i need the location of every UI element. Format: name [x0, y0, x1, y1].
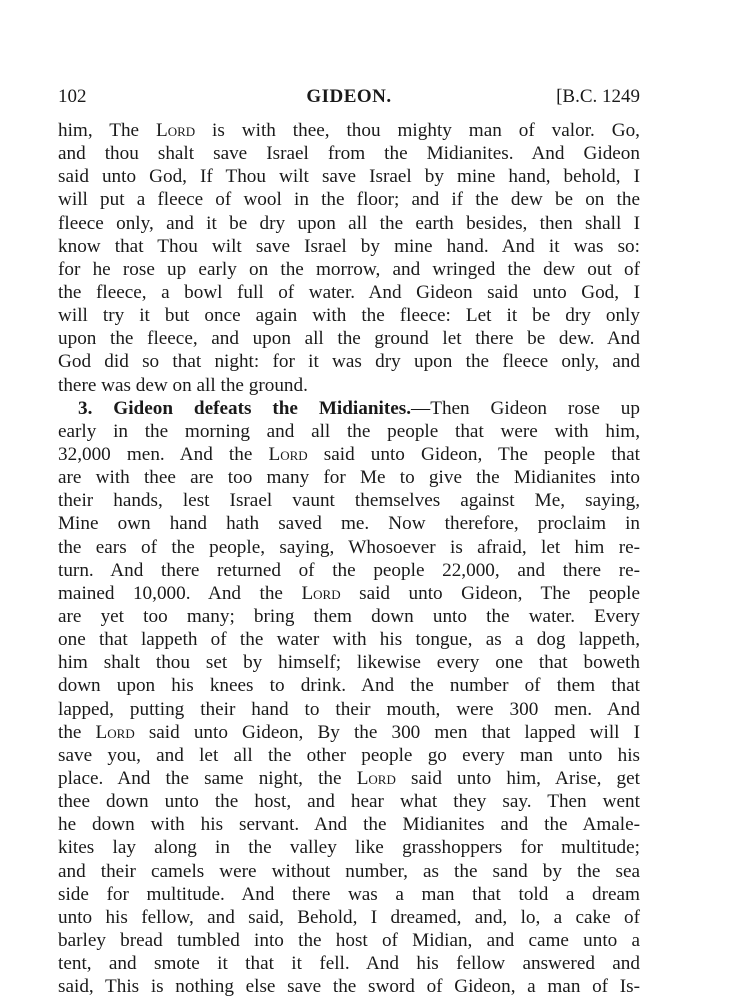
- text-line: said, This is nothing else save the sword of Gideon, a man of Is-: [58, 976, 640, 998]
- text-line: tent, and smote it that it fell. And his fellow answered and: [58, 953, 640, 975]
- date-reference: [B.C. 1249: [556, 86, 640, 107]
- text-line: barley bread tumbled into the host of Midian, and came unto a: [58, 929, 640, 951]
- text-line: their hands, lest Israel vaunt themselves against Me, saying,: [58, 490, 640, 512]
- text-line: thee down unto the host, and hear what they say. Then went: [58, 791, 640, 813]
- text-line: side for multitude. And there was a man that told a dream: [58, 883, 640, 905]
- text-line: kites lay along in the valley like grasshoppers for multitude;: [58, 837, 640, 859]
- text-line: place. And the same night, the Lord said unto him, Arise, get: [58, 767, 640, 789]
- text-line: for he rose up early on the morrow, and wringed the dew out of: [58, 258, 640, 280]
- divine-name: Lord: [301, 582, 341, 604]
- text-line: save you, and let all the other people go every man unto his: [58, 744, 640, 766]
- text-line: and thou shalt save Israel from the Midianites. And Gideon: [58, 143, 640, 165]
- text-line: he down with his servant. And the Midianites and the Amale-: [58, 814, 640, 836]
- text-line: lapped, putting their hand to their mouth, were 300 men. And: [58, 698, 640, 720]
- text-line: one that lappeth of the water with his tongue, as a dog lappeth,: [58, 629, 640, 651]
- text-line: are with thee are too many for Me to give the Midianites into: [58, 467, 640, 489]
- section-heading-line: 3. Gideon defeats the Midianites.—Then Gideon rose up: [78, 397, 640, 419]
- text-line: down upon his knees to drink. And the number of them that: [58, 675, 640, 697]
- section-heading: 3. Gideon defeats the Midianites.: [78, 397, 412, 419]
- text-line: early in the morning and all the people that were with him,: [58, 420, 640, 442]
- text-line: mained 10,000. And the Lord said unto Gideon, The people: [58, 582, 640, 604]
- text-line: fleece only, and it be dry upon all the earth besides, then shall I: [58, 212, 640, 234]
- text-line: him shalt thou set by himself; likewise every one that boweth: [58, 652, 640, 674]
- divine-name: Lord: [356, 767, 396, 789]
- text-line: 32,000 men. And the Lord said unto Gideon, The people that: [58, 443, 640, 465]
- body-text: [58, 119, 640, 998]
- text-line: there was dew on all the ground.: [58, 374, 308, 396]
- divine-name: Lord: [155, 120, 196, 141]
- text-line: the ears of the people, saying, Whosoever is afraid, let him re-: [58, 536, 640, 558]
- text-line: will put a fleece of wool in the floor; and if the dew be on the: [58, 189, 640, 211]
- running-head: [58, 86, 640, 110]
- text-line: Mine own hand hath saved me. Now therefore, proclaim in: [58, 513, 640, 535]
- text-line: and their camels were without number, as the sand by the sea: [58, 860, 640, 882]
- divine-name: Lord: [268, 443, 308, 465]
- text-line: the fleece, a bowl full of water. And Gideon said unto God, I: [58, 281, 640, 303]
- text-line: are yet too many; bring them down unto the water. Every: [58, 605, 640, 627]
- text-line: turn. And there returned of the people 22,000, and there re-: [58, 559, 640, 581]
- text-line: said unto God, If Thou wilt save Israel by mine hand, behold, I: [58, 166, 640, 188]
- page-title: GIDEON.: [306, 86, 392, 107]
- text-line: him, The Lord is with thee, thou mighty man of valor. Go,: [58, 120, 640, 141]
- text-line: know that Thou wilt save Israel by mine hand. And it was so:: [58, 235, 640, 257]
- text-line: God did so that night: for it was dry upon the fleece only, and: [58, 351, 640, 373]
- divine-name: Lord: [95, 721, 135, 743]
- page-number: 102: [58, 86, 87, 107]
- text-line: upon the fleece, and upon all the ground let there be dew. And: [58, 328, 640, 350]
- text-line: unto his fellow, and said, Behold, I dreamed, and, lo, a cake of: [58, 906, 640, 928]
- text-line: the Lord said unto Gideon, By the 300 men that lapped will I: [58, 721, 640, 743]
- text-line: will try it but once again with the fleece: Let it be dry only: [58, 305, 640, 327]
